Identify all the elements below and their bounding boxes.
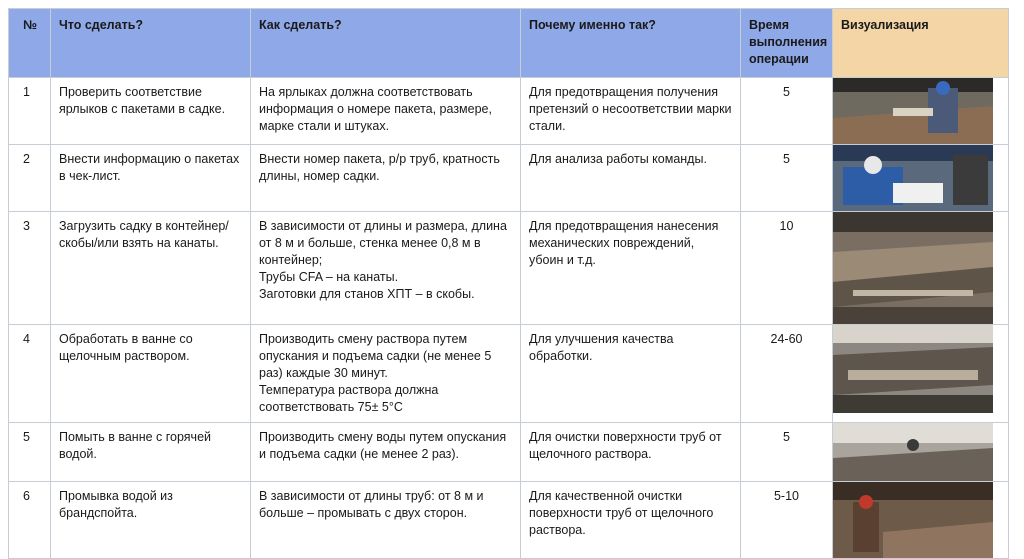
header-time: Время выполнения операции — [741, 9, 833, 78]
row-why: Для предотвращения нанесения механических повреждений, убоин и т.д. — [521, 212, 741, 325]
row-time: 5 — [741, 423, 833, 482]
row-how-line: На ярлыках должна соответствовать информация о номере пакета, размере, марке стали и штуках. — [259, 85, 492, 133]
table-header-row — [9, 9, 1009, 78]
row-how-line: Внести номер пакета, р/р труб, кратность длины, номер садки. — [259, 152, 500, 183]
row-photo-cell — [833, 78, 1009, 145]
row-photo-cell — [833, 325, 1009, 423]
header-num: № — [9, 9, 51, 78]
workshop-photo — [833, 145, 993, 211]
row-why: Для качественной очистки поверхности труб от щелочного раствора. — [521, 482, 741, 559]
row-how-line: Температура раствора должна соответствовать 75± 5°С — [259, 383, 439, 414]
table-row — [9, 423, 1009, 482]
header-visualization: Визуализация — [833, 9, 1009, 78]
header-what: Что сделать? — [51, 9, 251, 78]
row-how-line: Заготовки для станов ХПТ – в скобы. — [259, 287, 475, 301]
table-row — [9, 325, 1009, 423]
row-time: 5 — [741, 78, 833, 145]
row-what: Промывка водой из брандспойта. — [51, 482, 251, 559]
row-how — [251, 482, 521, 559]
row-how — [251, 423, 521, 482]
row-time: 24-60 — [741, 325, 833, 423]
row-how — [251, 78, 521, 145]
table-row — [9, 145, 1009, 212]
table-row — [9, 212, 1009, 325]
row-how-line: Трубы CFA – на канаты. — [259, 270, 399, 284]
row-how — [251, 145, 521, 212]
row-num: 4 — [9, 325, 51, 423]
row-what: Проверить соответствие ярлыков с пакетами в садке. — [51, 78, 251, 145]
row-photo-cell — [833, 482, 1009, 559]
row-what: Загрузить садку в контейнер/скобы/или взять на канаты. — [51, 212, 251, 325]
row-photo-cell — [833, 145, 1009, 212]
row-time: 5 — [741, 145, 833, 212]
process-table — [8, 8, 1009, 559]
row-what: Внести информацию о пакетах в чек-лист. — [51, 145, 251, 212]
row-why: Для предотвращения получения претензий о несоответствии марки стали. — [521, 78, 741, 145]
row-num: 2 — [9, 145, 51, 212]
row-photo-cell — [833, 212, 1009, 325]
workshop-photo — [833, 423, 993, 481]
table-row — [9, 78, 1009, 145]
row-what: Помыть в ванне с горячей водой. — [51, 423, 251, 482]
workshop-photo — [833, 482, 993, 558]
row-num: 6 — [9, 482, 51, 559]
row-time: 10 — [741, 212, 833, 325]
workshop-photo — [833, 78, 993, 144]
row-num: 1 — [9, 78, 51, 145]
header-why: Почему именно так? — [521, 9, 741, 78]
row-time: 5-10 — [741, 482, 833, 559]
row-photo-cell — [833, 423, 1009, 482]
table-row — [9, 482, 1009, 559]
row-how-line: В зависимости от длины и размера, длина от 8 м и больше, стенка менее 0,8 м в контейнер; — [259, 219, 507, 267]
row-why: Для очистки поверхности труб от щелочного раствора. — [521, 423, 741, 482]
row-why: Для улучшения качества обработки. — [521, 325, 741, 423]
row-why: Для анализа работы команды. — [521, 145, 741, 212]
row-what: Обработать в ванне со щелочным раствором. — [51, 325, 251, 423]
row-num: 5 — [9, 423, 51, 482]
row-how — [251, 325, 521, 423]
row-num: 3 — [9, 212, 51, 325]
row-how-line: Производить смену воды путем опускания и подъема садки (не менее 2 раз). — [259, 430, 507, 461]
row-how-line: Производить смену раствора путем опускания и подъема садки (не менее 5 раз) каждые 30 минут. — [259, 332, 492, 380]
row-how — [251, 212, 521, 325]
header-how: Как сделать? — [251, 9, 521, 78]
workshop-photo — [833, 325, 993, 413]
row-how-line: В зависимости от длины труб: от 8 м и больше – промывать с двух сторон. — [259, 489, 484, 520]
workshop-photo — [833, 212, 993, 324]
